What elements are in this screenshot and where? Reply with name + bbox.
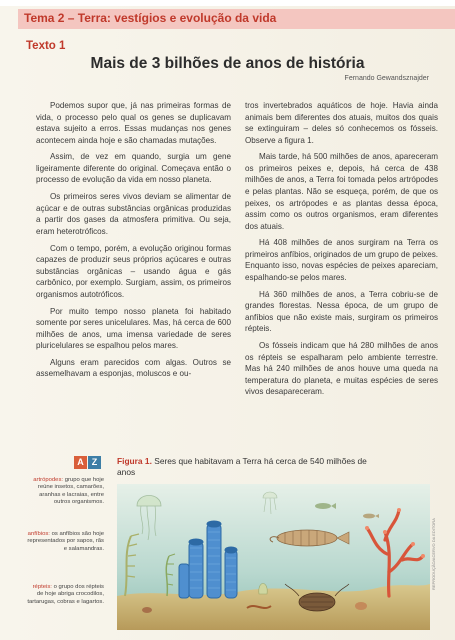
image-credit: REPRODUÇÃO/ACERVO DA EDITORA	[431, 518, 436, 590]
article-title: Mais de 3 bilhões de anos de história	[90, 55, 365, 72]
paragraph: Há 360 milhões de anos, a Terra cobriu-se de grandes florestas. Nessa época, de um grupo de anfíbios que não existe mais, surgiram os primeiros répteis.	[245, 289, 438, 334]
figure-caption	[117, 456, 377, 477]
glossary-a-icon: A	[74, 456, 87, 469]
glossary-definition: os anfíbios são hoje representados por sapos, rãs e salamandras.	[27, 531, 104, 552]
theme-title: Tema 2 – Terra: vestígios e evolução da vida	[24, 11, 277, 25]
glossary-entry	[26, 584, 104, 606]
cambrian-sea-illustration	[117, 484, 430, 630]
glossary-entry	[26, 531, 104, 553]
text-column-left	[36, 100, 231, 385]
glossary-term: anfíbios:	[27, 531, 50, 537]
sponge-icon	[259, 584, 267, 595]
paragraph: Os fósseis indicam que há 280 milhões de anos os répteis se espalharam pelo ambiente terrestre. Mas há 240 milhões de anos houve uma queda na temperatura do planeta, e muitas espécies de seres vivos desapareceram.	[245, 341, 438, 397]
paragraph: Podemos supor que, já nas primeiras formas de vida, o processo pelo qual os genes se duplicavam estava sujeito a erros. Essas mudanças nos genes acontecem ainda hoje e são chamadas mutações.	[36, 101, 231, 145]
figure-caption-text: Seres que habitavam a Terra há cerca de 540 milhões de anos	[117, 456, 367, 477]
glossary-definition: grupo que hoje reúne insetos, camarões, aranhas e lacraias, entre outros organismos.	[37, 477, 104, 505]
paragraph: Alguns eram parecidos com algas. Outros se assemelhavam a esponjas, moluscos e ou-	[36, 357, 231, 379]
author: Fernando Gewandsznajder	[344, 75, 429, 82]
text-column-right	[245, 100, 438, 403]
paragraph: Há 408 milhões de anos surgiram na Terra os primeiros anfíbios, originados de um grupo de peixes. Enquanto isso, novas espécies de peixes apareciam, espalhando-se pelos mares.	[245, 238, 438, 283]
top-margin	[0, 0, 455, 6]
glossary-entry	[26, 477, 104, 506]
paragraph: Assim, de vez em quando, surgia um gene ligeiramente diferente do original. Começava então o processo de evolução da vida em nosso planeta.	[36, 152, 231, 185]
paragraph-continuation: tros invertebrados aquáticos de hoje. Havia ainda animais bem diferentes dos atuais, muitos dos quais se extinguiram – deles só conhecemos os fósseis. Observe a figura 1.	[245, 101, 438, 145]
glossary-term: répteis:	[32, 584, 52, 590]
paragraph: Os primeiros seres vivos deviam se alimentar de açúcar e de outras substâncias orgânicas produzidas a partir dos gases da atmosfera primitiva. Ou seja, eram heterotróficos.	[36, 192, 231, 236]
glossary-z-icon: Z	[88, 456, 101, 469]
paragraph: Mais tarde, há 500 milhões de anos, apareceram os primeiros peixes e, depois, há cerca de 438 milhões de anos, a Terra foi tomada pelos artrópodes e pelas plantas. Não se esqueça, porém, de que os peixes, os artrópodes e as plantas dessa época, assim como os outros organismos, eram diferentes dos atuais.	[245, 152, 438, 231]
figure-label: Figura 1.	[117, 456, 152, 466]
glossary-definition: o grupo dos répteis de hoje abriga crocodilos, tartarugas, cobras e lagartos.	[27, 584, 104, 605]
paragraph: Por muito tempo nosso planeta foi habitado somente por seres unicelulares. Mas, há cerca de 600 milhões de anos, uma imensa variedade de seres pluricelulares se espalhou pelos mares.	[36, 306, 231, 351]
paragraph: Com o tempo, porém, a evolução originou formas capazes de produzir seus próprios açúcares e outras substâncias orgânicas – usando água e gás carbônico, por exemplo. Surgiam, assim, os primeiros organismos autotróficos.	[36, 243, 231, 299]
section-label: Texto 1	[26, 40, 66, 52]
glossary-term: artrópodes:	[33, 477, 64, 483]
